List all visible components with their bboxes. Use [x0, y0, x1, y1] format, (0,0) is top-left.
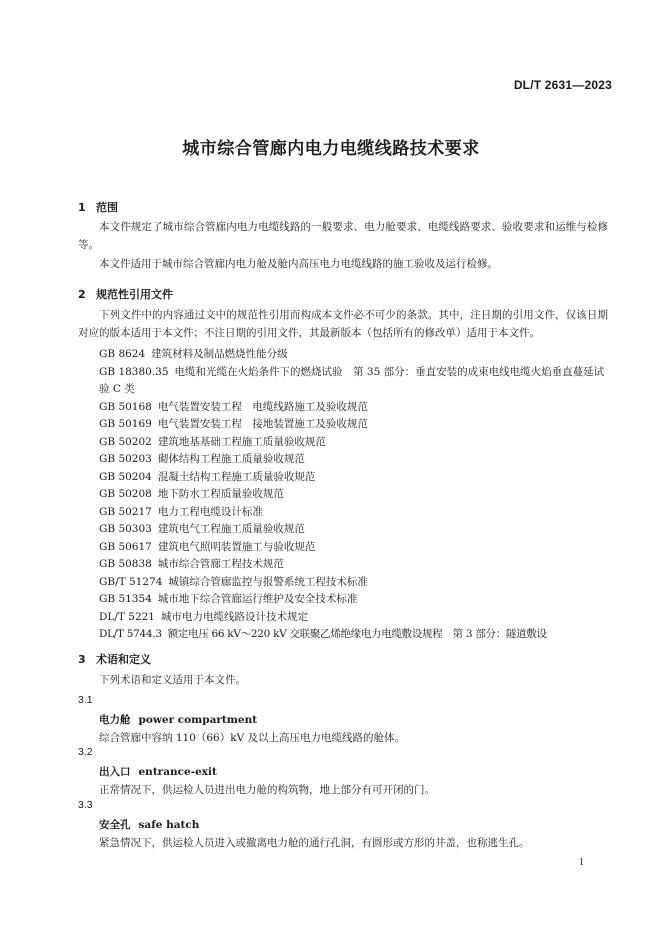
reference-code: GB/T 51274 [99, 575, 163, 588]
reference-item [99, 626, 609, 644]
term-name [99, 764, 217, 779]
reference-item [99, 346, 609, 364]
term-number: 3.1 [78, 694, 93, 706]
scope-paragraph-2: 本文件适用于城市综合管廊内电力舱及舱内高压电力电缆线路的施工验收及运行检修。 [99, 258, 498, 270]
reference-item [99, 556, 609, 574]
reference-item [99, 574, 609, 592]
reference-item [99, 539, 609, 557]
section-number: 2 [78, 288, 86, 301]
reference-code: GB 50203 [99, 453, 152, 465]
page-number: 1 [579, 857, 584, 868]
reference-title: 城镇综合管廊监控与报警系统工程技术标准 [168, 575, 368, 588]
reference-code: GB 50208 [99, 488, 152, 500]
reference-title: 建筑材料及制品燃烧性能分级 [151, 348, 288, 360]
reference-item [99, 364, 609, 399]
reference-code: GB 8624 [99, 348, 146, 360]
reference-title: 建筑电气照明装置施工与验收规范 [157, 540, 316, 553]
reference-title: 电气装置安装工程 电缆线路施工及验收规范 [157, 400, 368, 413]
reference-code: GB 50168 [99, 400, 152, 413]
reference-code: GB 51354 [99, 593, 152, 605]
reference-title: 电气装置安装工程 接地装置施工及验收规范 [157, 418, 368, 430]
reference-code: GB 50202 [99, 435, 152, 448]
reference-title: 城市电力电缆线路设计技术规定 [161, 610, 308, 623]
reference-code: GB 50204 [99, 470, 152, 483]
reference-title: 城市综合管廊工程技术规范 [157, 558, 284, 570]
section-2-heading [78, 286, 173, 302]
reference-item [99, 504, 609, 522]
term-definition: 紧急情况下，供运检人员进入或撤离电力舱的通行孔洞，有圆形或方形的井盖，也称逃生孔。 [99, 837, 530, 849]
reference-item [99, 416, 609, 434]
reference-title: 电缆和光缆在火焰条件下的燃烧试验 第 35 部分：垂直安装的成束电线电缆火焰垂直蔓延试验 C 类 [99, 365, 605, 395]
reference-title: 建筑电气工程施工质量验收规范 [157, 523, 305, 535]
section-number: 3 [78, 653, 86, 666]
section-title: 范围 [96, 201, 118, 214]
term-number: 3.3 [78, 799, 93, 811]
section-number: 1 [78, 201, 86, 214]
document-code: DL/T 2631—2023 [513, 78, 612, 92]
section-title: 规范性引用文件 [96, 288, 173, 301]
term-en: entrance-exit [138, 766, 217, 778]
references-intro: 下列文件中的内容通过文中的规范性引用而构成本文件必不可少的条款。其中，注日期的引用文件，仅该日期对应的版本适用于本文件；不注日期的引用文件，其最新版本（包括所有的修改单）适用于本文件。 [78, 309, 608, 339]
term-zh: 电力舱 [99, 714, 131, 726]
reference-item [99, 399, 609, 417]
reference-title: 混凝土结构工程施工质量验收规范 [157, 470, 316, 483]
term-en: safe hatch [138, 819, 200, 831]
document-title: 城市综合管廊内电力电缆线路技术要求 [182, 139, 480, 159]
reference-title: 额定电压 66 kV～220 kV 交联聚乙烯绝缘电力电缆敷设规程 第 3 部分：隧道敷设 [167, 628, 547, 640]
reference-title: 建筑地基基础工程施工质量验收规范 [157, 435, 326, 448]
reference-code: GB 50217 [99, 505, 152, 518]
reference-title: 地下防水工程质量验收规范 [157, 488, 284, 500]
reference-title: 电力工程电缆设计标准 [157, 505, 263, 518]
scope-paragraph-1: 本文件规定了城市综合管廊内电力电缆线路的一般要求、电力舱要求、电缆线路要求、验收要求和运维与检修等。 [78, 221, 608, 251]
reference-code: GB 50838 [99, 558, 152, 570]
section-title: 术语和定义 [96, 653, 151, 666]
term-en: power compartment [138, 714, 258, 726]
terms-intro: 下列术语和定义适用于本文件。 [99, 674, 246, 686]
term-definition: 正常情况下，供运检人员进出电力舱的构筑物，地上部分有可开闭的门。 [99, 784, 435, 796]
reference-title: 砌体结构工程施工质量验收规范 [157, 453, 305, 465]
reference-item [99, 609, 609, 627]
term-definition: 综合管廊中容纳 110（66）kV 及以上高压电力电缆线路的舱体。 [99, 732, 406, 744]
reference-code: DL/T 5221 [99, 610, 155, 623]
reference-item [99, 469, 609, 487]
section-1-heading [78, 199, 118, 215]
reference-code: GB 50169 [99, 418, 152, 430]
term-name [99, 712, 257, 727]
reference-code: GB 50617 [99, 540, 152, 553]
term-name [99, 817, 199, 832]
reference-item [99, 451, 609, 469]
term-zh: 出入口 [99, 766, 131, 778]
reference-code: GB 18380.35 [99, 365, 169, 378]
reference-item [99, 521, 609, 539]
reference-item [99, 591, 609, 609]
term-number: 3.2 [78, 746, 93, 758]
reference-item [99, 434, 609, 452]
reference-list [99, 346, 609, 644]
section-3-heading [78, 651, 151, 667]
term-zh: 安全孔 [99, 819, 131, 831]
reference-code: DL/T 5744.3 [99, 628, 162, 640]
reference-code: GB 50303 [99, 523, 152, 535]
reference-title: 城市地下综合管廊运行维护及安全技术标准 [157, 593, 358, 605]
reference-item [99, 486, 609, 504]
